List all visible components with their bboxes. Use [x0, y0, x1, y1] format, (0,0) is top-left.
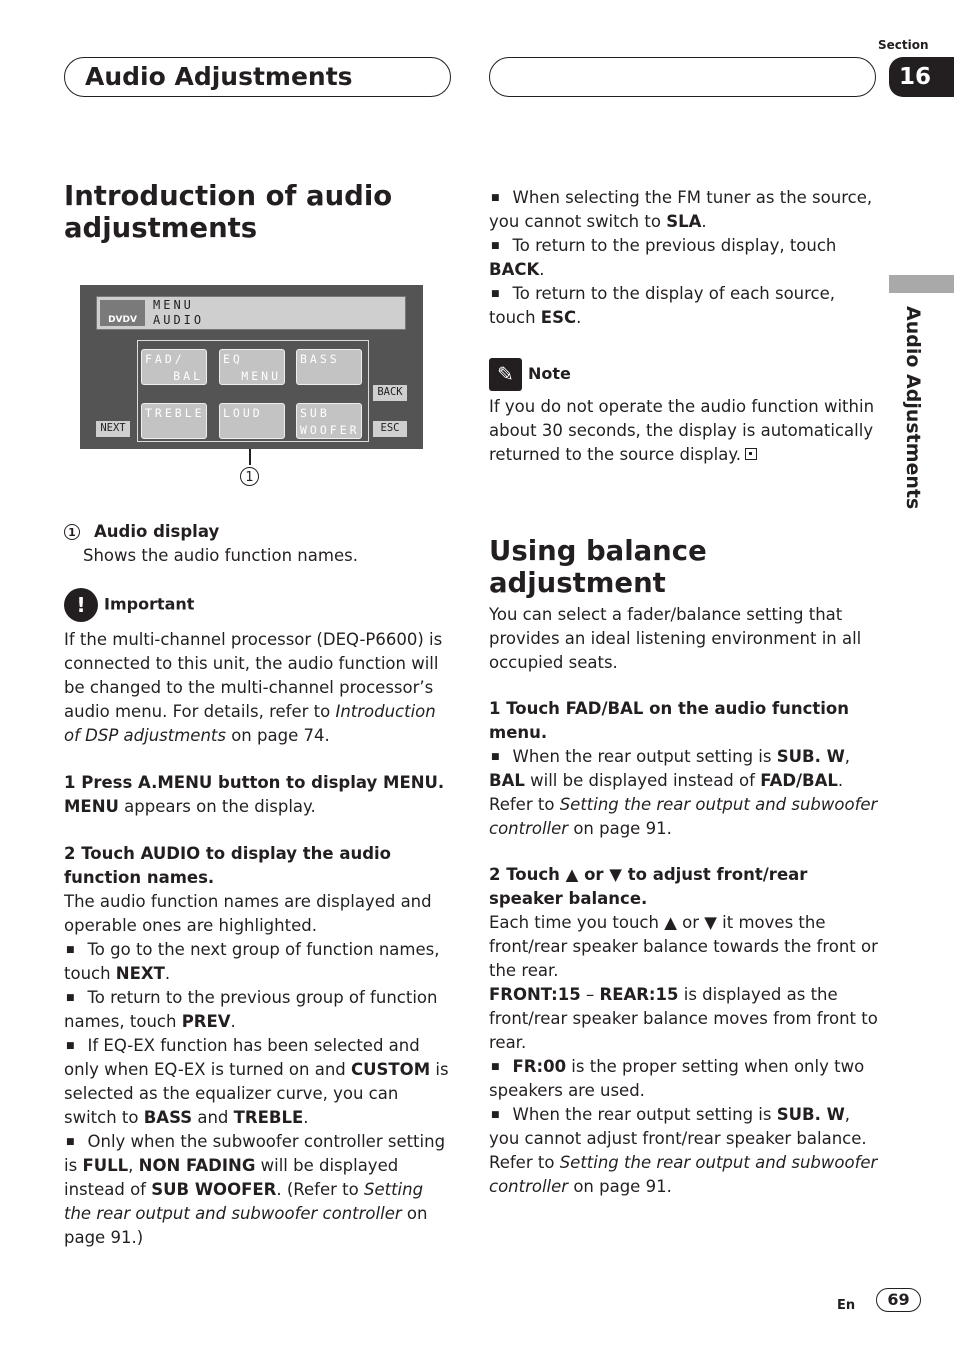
- text: is selected as the equalizer curve, you can switch to: [64, 1060, 449, 1127]
- screen-title-line1: MENU: [153, 298, 194, 312]
- text: If EQ-EX function has been selected and only when EQ-EX is turned on and: [64, 1036, 420, 1079]
- page-number: 69: [876, 1288, 921, 1312]
- bullet-sub-w-balance: [489, 1103, 879, 1199]
- bold-text: FULL: [82, 1156, 129, 1175]
- text: on page 91.: [568, 819, 672, 838]
- bold-text: SLA: [666, 212, 702, 231]
- header-title: Audio Adjustments: [85, 62, 353, 91]
- step1-heading: 1 Press A.MENU button to display MENU.: [64, 773, 445, 792]
- intro-heading: Introduction of audio adjustments: [64, 180, 393, 244]
- bold-text: TREBLE: [233, 1108, 304, 1127]
- bullet-sla: ■ When selecting the FM tuner as the source, you cannot switch to SLA.: [489, 186, 879, 234]
- bold-text: BAL: [489, 771, 525, 790]
- bullet-back: ■ To return to the previous display, touch BACK.: [489, 234, 879, 282]
- bullet-sub-w-bal: [489, 745, 879, 841]
- text: –: [580, 985, 600, 1004]
- btn-line: LOUD: [223, 406, 263, 420]
- section-number-badge: 16: [889, 57, 954, 97]
- bold-text: SUB WOOFER: [151, 1180, 277, 1199]
- text: When the rear output setting is: [512, 1105, 777, 1124]
- text: To return to the previous display, touch: [512, 236, 837, 255]
- balance-step2-text: Each time you touch ▲ or ▼ it moves the front/rear speaker balance towards the front or the rear.: [489, 913, 878, 980]
- reference-link: Setting the rear output and subwoofer controller: [64, 1180, 424, 1223]
- bullet-prev: ■ To return to the previous group of function names, touch PREV.: [64, 986, 450, 1034]
- left-column: [64, 180, 450, 1250]
- bold-text: CUSTOM: [351, 1060, 431, 1079]
- language-label: En: [837, 1298, 856, 1313]
- btn-line: BASS: [300, 352, 340, 366]
- text: . Refer to: [489, 771, 844, 814]
- important-label: Important: [104, 594, 195, 614]
- spacer: [64, 244, 450, 520]
- step2-heading: 2 Touch AUDIO to display the audio function names.: [64, 844, 392, 887]
- text: To go to the next group of function names, touch: [64, 940, 440, 983]
- bold-text: PREV: [181, 1012, 231, 1031]
- bullet-eq-ex: ■ If EQ-EX function has been selected and only when EQ-EX is turned on and CUSTOM is selected as the equalizer curve, you can switch to BASS and TREBLE.: [64, 1034, 450, 1130]
- bold-text: REAR:15: [599, 985, 679, 1004]
- bold-text: NON FADING: [138, 1156, 256, 1175]
- text: , you cannot adjust front/rear speaker balance. Refer to: [489, 1105, 867, 1172]
- bullet-esc: ■ To return to the display of each source, touch ESC.: [489, 282, 879, 330]
- side-tab-label: Audio Adjustments: [902, 306, 924, 510]
- caption-number: 1: [64, 524, 80, 540]
- step2-text: The audio function names are displayed and operable ones are highlighted.: [64, 892, 432, 935]
- balance-step2-heading: 2 Touch ▲ or ▼ to adjust front/rear speaker balance.: [489, 865, 808, 908]
- caption-title: Audio display: [94, 522, 220, 541]
- text: is the proper setting when only two speakers are used.: [489, 1057, 865, 1100]
- important-paragraph: [64, 628, 450, 748]
- step1-text: [64, 795, 450, 819]
- screen-title-line2: AUDIO: [153, 313, 205, 327]
- bold-text: BACK: [489, 260, 540, 279]
- text: will be displayed instead of: [524, 771, 761, 790]
- btn-line: FAD/: [145, 352, 185, 366]
- bold-text: NEXT: [115, 964, 165, 983]
- balance-intro: You can select a fader/balance setting that provides an ideal listening environment in all occupied seats.: [489, 605, 862, 672]
- bold-text: BASS: [143, 1108, 193, 1127]
- end-mark-icon: [745, 448, 757, 460]
- note-paragraph: [489, 395, 879, 467]
- reference-link: Setting the rear output and subwoofer controller: [489, 795, 878, 838]
- btn-line: WOOFER: [300, 423, 360, 437]
- text: If you do not operate the audio function within about 30 seconds, the display is automatically returned to the source display.: [489, 397, 875, 464]
- caption-text: Shows the audio function names.: [83, 546, 358, 565]
- header-title-box: [64, 57, 451, 97]
- dvd-logo: DVDV: [100, 300, 145, 326]
- bold-text: SUB. W: [776, 1105, 845, 1124]
- screen-btn-back: BACK: [373, 385, 407, 401]
- bold-text: ESC: [540, 308, 577, 327]
- text: To return to the display of each source, touch: [489, 284, 836, 327]
- balance-step1-heading: 1 Touch FAD/BAL on the audio function menu.: [489, 699, 850, 742]
- reference-link: Introduction of DSP adjustments: [64, 702, 436, 745]
- text: ,: [844, 747, 851, 766]
- text: If the multi-channel processor (DEQ-P6600) is connected to this unit, the audio function will be changed to the multi-channel processor’s audio menu. For details, refer to: [64, 630, 443, 721]
- text: When the rear output setting is: [512, 747, 777, 766]
- text: appears on the display.: [118, 797, 316, 816]
- btn-line: EQ: [223, 352, 243, 366]
- screen-btn-esc: ESC: [373, 421, 407, 437]
- bold-text: FR:00: [512, 1057, 567, 1076]
- text: on page 91.): [64, 1204, 428, 1247]
- note-icon: ✎: [489, 358, 522, 391]
- btn-line: MENU: [241, 369, 281, 383]
- bullet-next: ■ To go to the next group of function names, touch NEXT.: [64, 938, 450, 986]
- btn-line: SUB: [300, 406, 330, 420]
- important-icon: !: [64, 588, 98, 622]
- bullet-subwoofer: [64, 1130, 450, 1250]
- text: on page 91.: [568, 1177, 672, 1196]
- side-tab: [880, 306, 940, 536]
- text: will be displayed instead of: [64, 1156, 399, 1199]
- bold-text: FAD/BAL: [760, 771, 838, 790]
- right-column: [489, 186, 879, 1199]
- bold-text: FRONT:15: [489, 985, 581, 1004]
- btn-line: BAL: [173, 369, 203, 383]
- screen-btn-next: NEXT: [96, 421, 130, 437]
- section-label: Section: [878, 38, 929, 52]
- header-blank-box: [489, 57, 876, 97]
- note-label: Note: [528, 364, 571, 383]
- text: To return to the previous group of function names, touch: [64, 988, 438, 1031]
- text: Only when the subwoofer controller setting is: [64, 1132, 446, 1175]
- bold-text: MENU: [64, 797, 119, 816]
- btn-line: TREBLE: [145, 406, 205, 420]
- reference-link: Setting the rear output and subwoofer controller: [489, 1153, 878, 1196]
- text: is displayed as the front/rear speaker balance moves from front to rear.: [489, 985, 878, 1052]
- side-tab-bar: [889, 275, 954, 293]
- text: . (Refer to: [276, 1180, 364, 1199]
- callout-number: 1: [240, 467, 259, 486]
- text: on page 74.: [225, 726, 330, 745]
- bold-text: SUB. W: [776, 747, 845, 766]
- balance-heading: Using balance adjustment: [489, 535, 707, 599]
- bullet-fr00: [489, 1055, 879, 1103]
- text: and: [192, 1108, 234, 1127]
- balance-range-text: [489, 983, 879, 1055]
- text: When selecting the FM tuner as the source, you cannot switch to: [489, 188, 873, 231]
- text: ,: [128, 1156, 139, 1175]
